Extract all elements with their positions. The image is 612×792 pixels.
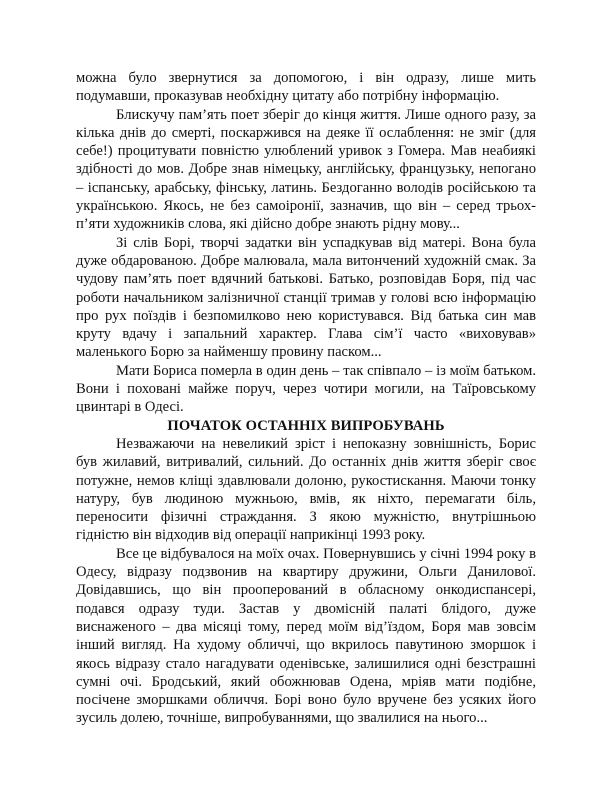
paragraph: Мати Бориса померла в один день – так співпало – із моїм батьком. Вони і поховані майже поруч, через чотири могили, на Таїровському цвинтарі в Одесі. xyxy=(76,362,536,416)
document-page xyxy=(76,69,536,728)
section-heading: ПОЧАТОК ОСТАННІХ ВИПРОБУВАНЬ xyxy=(167,417,445,434)
paragraph: Все це відбувалося на моїх очах. Повернувшись у січні 1994 року в Одесу, відразу подзвонив на квартиру дружини, Ольги Данилової. Довідавшись, що він прооперований в обласному онкодиспансері, подався одразу туди. Застав у двомісній палаті блідого, дуже виснаженого – два місяці тому, перед моїм від’їздом, Боря мав зовсім інший вигляд. На худому обличчі, що вкрилось павутиною зморшок і якось відразу стало нагадувати оденівське, залишилися одні безстрашні сумні очі. Бродський, який обожнював Одена, мріяв мати подібне, посічене зморшками обличчя. Борі воно було вручене без усяких його зусиль долею, точніше, випробуваннями, що звалилися на нього... xyxy=(76,545,536,727)
paragraph: Незважаючи на невеликий зріст і непоказну зовнішність, Борис був жилавий, витривалий, сильний. До останніх днів життя зберіг своє потужне, немов кліщі здавлювали долоню, рукостискання. Маючи тонку натуру, був людиною мужньою, вмів, як ніхто, перемагати біль, переносити фізичні страждання. З якою мужністю, внутрішньою гідністю він відходив від операції наприкінці 1993 року. xyxy=(76,435,536,544)
paragraph: Блискучу пам’ять поет зберіг до кінця життя. Лише одного разу, за кілька днів до смерті, поскаржився на деяке її ослаблення: не зміг (для себе!) процитувати повністю улюблений уривок з Гомера. Мав неабиякі здібності до мов. Добре знав німецьку, англійську, французьку, непогано – іспанську, арабську, фінську, латинь. Бездоганно володів російською та українською. Якось, не без самоіронії, зазначив, що він – серед трьох-п’яти художників слова, які дійсно добре знають рідну мову... xyxy=(76,106,536,233)
paragraph: можна було звернутися за допомогою, і він одразу, лише мить подумавши, проказував необхідну цитату або потрібну інформацію. xyxy=(76,70,536,105)
paragraph: Зі слів Борі, творчі задатки він успадкував від матері. Вона була дуже обдарованою. Добре малювала, мала витончений художній смак. За чудову пам’ять поет вдячний батькові. Батько, розповідав Боря, під час роботи начальником залізничної станції тримав у голові всю інформацію про рух поїздів і безпомилково нею користувався. Від батька син мав круту вдачу і запальний характер. Глава сім’ї часто «виховував» маленького Борю за найменшу провину паском... xyxy=(76,234,536,361)
